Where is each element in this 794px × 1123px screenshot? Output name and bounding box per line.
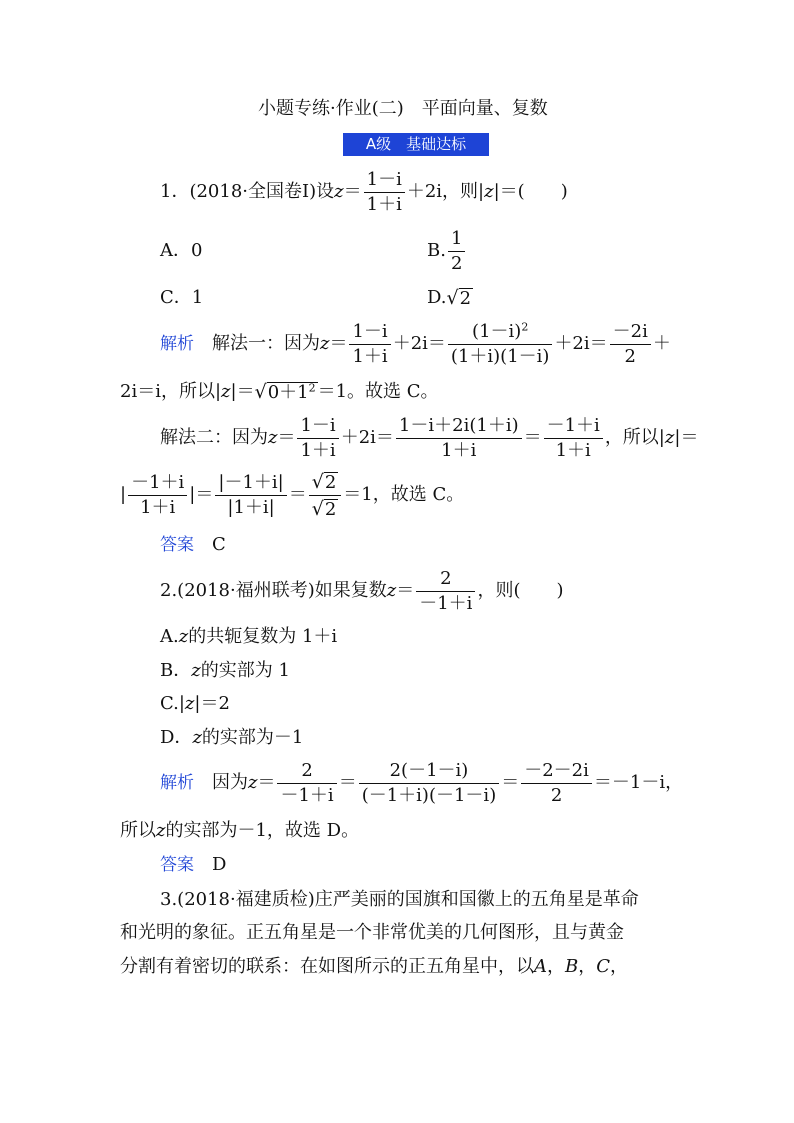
sol1-line3: 解法二：因为 z ＝ $\frac{1-i}{1+i}$ ＋2i＝ $\frac{1-i+2i(1+i)}{1+i}$ ＝ $\frac{-1+i}{1+i}$ ，所以| z |＝ <box>160 414 699 461</box>
q1-option-b: B. $\frac{1}{2}$ <box>427 211 467 291</box>
sol1-line2: 2i＝i，所以| z |＝ √ $0+1^2$ ＝1。故选 C。 <box>120 381 439 403</box>
sqrt-symbol: √ 2 <box>311 497 337 520</box>
sqrt-symbol: √ $0+1^2$ <box>254 381 316 403</box>
sqrt-symbol: √ 2 <box>446 287 472 309</box>
q2-stem: 2.(2018·福州联考)如果复数 z ＝ $\frac{2}{-1+i}$ ，则( ) <box>160 567 564 614</box>
q1-fraction: $\frac{1-i}{1+i}$ <box>364 171 405 214</box>
q2-option-a: A. z 的共轭复数为 1＋i <box>160 626 338 647</box>
q3-line1: 3.(2018·福建质检) 庄严美丽的国旗和国徽上的五角星是革命 <box>160 889 639 910</box>
sol1-answer: 答案 C <box>160 534 226 555</box>
solution-label: 解析 <box>160 772 194 793</box>
q2-option-b: B． z 的实部为 1 <box>160 660 290 681</box>
q2-option-d: D． z 的实部为－1 <box>160 727 304 748</box>
sqrt-symbol: √ 2 <box>311 470 337 493</box>
q1-option-a: A．0 <box>160 240 203 261</box>
sol2-answer: 答案 D <box>160 854 227 875</box>
level-badge: A级 基础达标 <box>343 133 489 156</box>
answer-label: 答案 <box>160 534 194 555</box>
solution-label: 解析 <box>160 333 194 354</box>
sol1-line4: | $\frac{-1+i}{1+i}$ |＝ $\frac{|-1+i|}{|1+i|}$ ＝ √ 2 √ 2 ＝1，故选 C。 <box>120 470 465 520</box>
q3-line3: 分割有着密切的联系：在如图所示的正五角星中，以 A ， B ， C ， <box>120 956 629 977</box>
q1-option-c: C．1 <box>160 287 204 308</box>
sol2-line2: 所以 z 的实部为－1，故选 D。 <box>120 820 360 841</box>
q1-stem: 1．(2018·全国卷Ⅰ)设 z ＝ $\frac{1-i}{1+i}$ ＋2i，则| z |＝( ) <box>160 168 568 215</box>
page-title: 小题专练·作业(二) 平面向量、复数 <box>258 98 548 119</box>
sol1-line1: 解析 解法一：因为 z ＝ $\frac{1-i}{1+i}$ ＋2i＝ $\frac{(1-i)^2}{(1+i)(1-i)}$ ＋2i＝ $\frac{-2i}{2}$ ＋ <box>160 319 671 367</box>
q3-line2: 和光明的象征。正五角星是一个非常优美的几何图形，且与黄金 <box>120 922 624 943</box>
q1-option-d: D. √ 2 <box>427 287 472 309</box>
sol2-line1: 解析 因为 z ＝ $\frac{2}{-1+i}$ ＝ $\frac{2(-1-i)}{(-1+i)(-1-i)}$ ＝ $\frac{-2-2i}{2}$ ＝－1－i， <box>160 759 684 806</box>
answer-label: 答案 <box>160 854 194 875</box>
q2-option-c: C.| z |＝2 <box>160 693 230 714</box>
